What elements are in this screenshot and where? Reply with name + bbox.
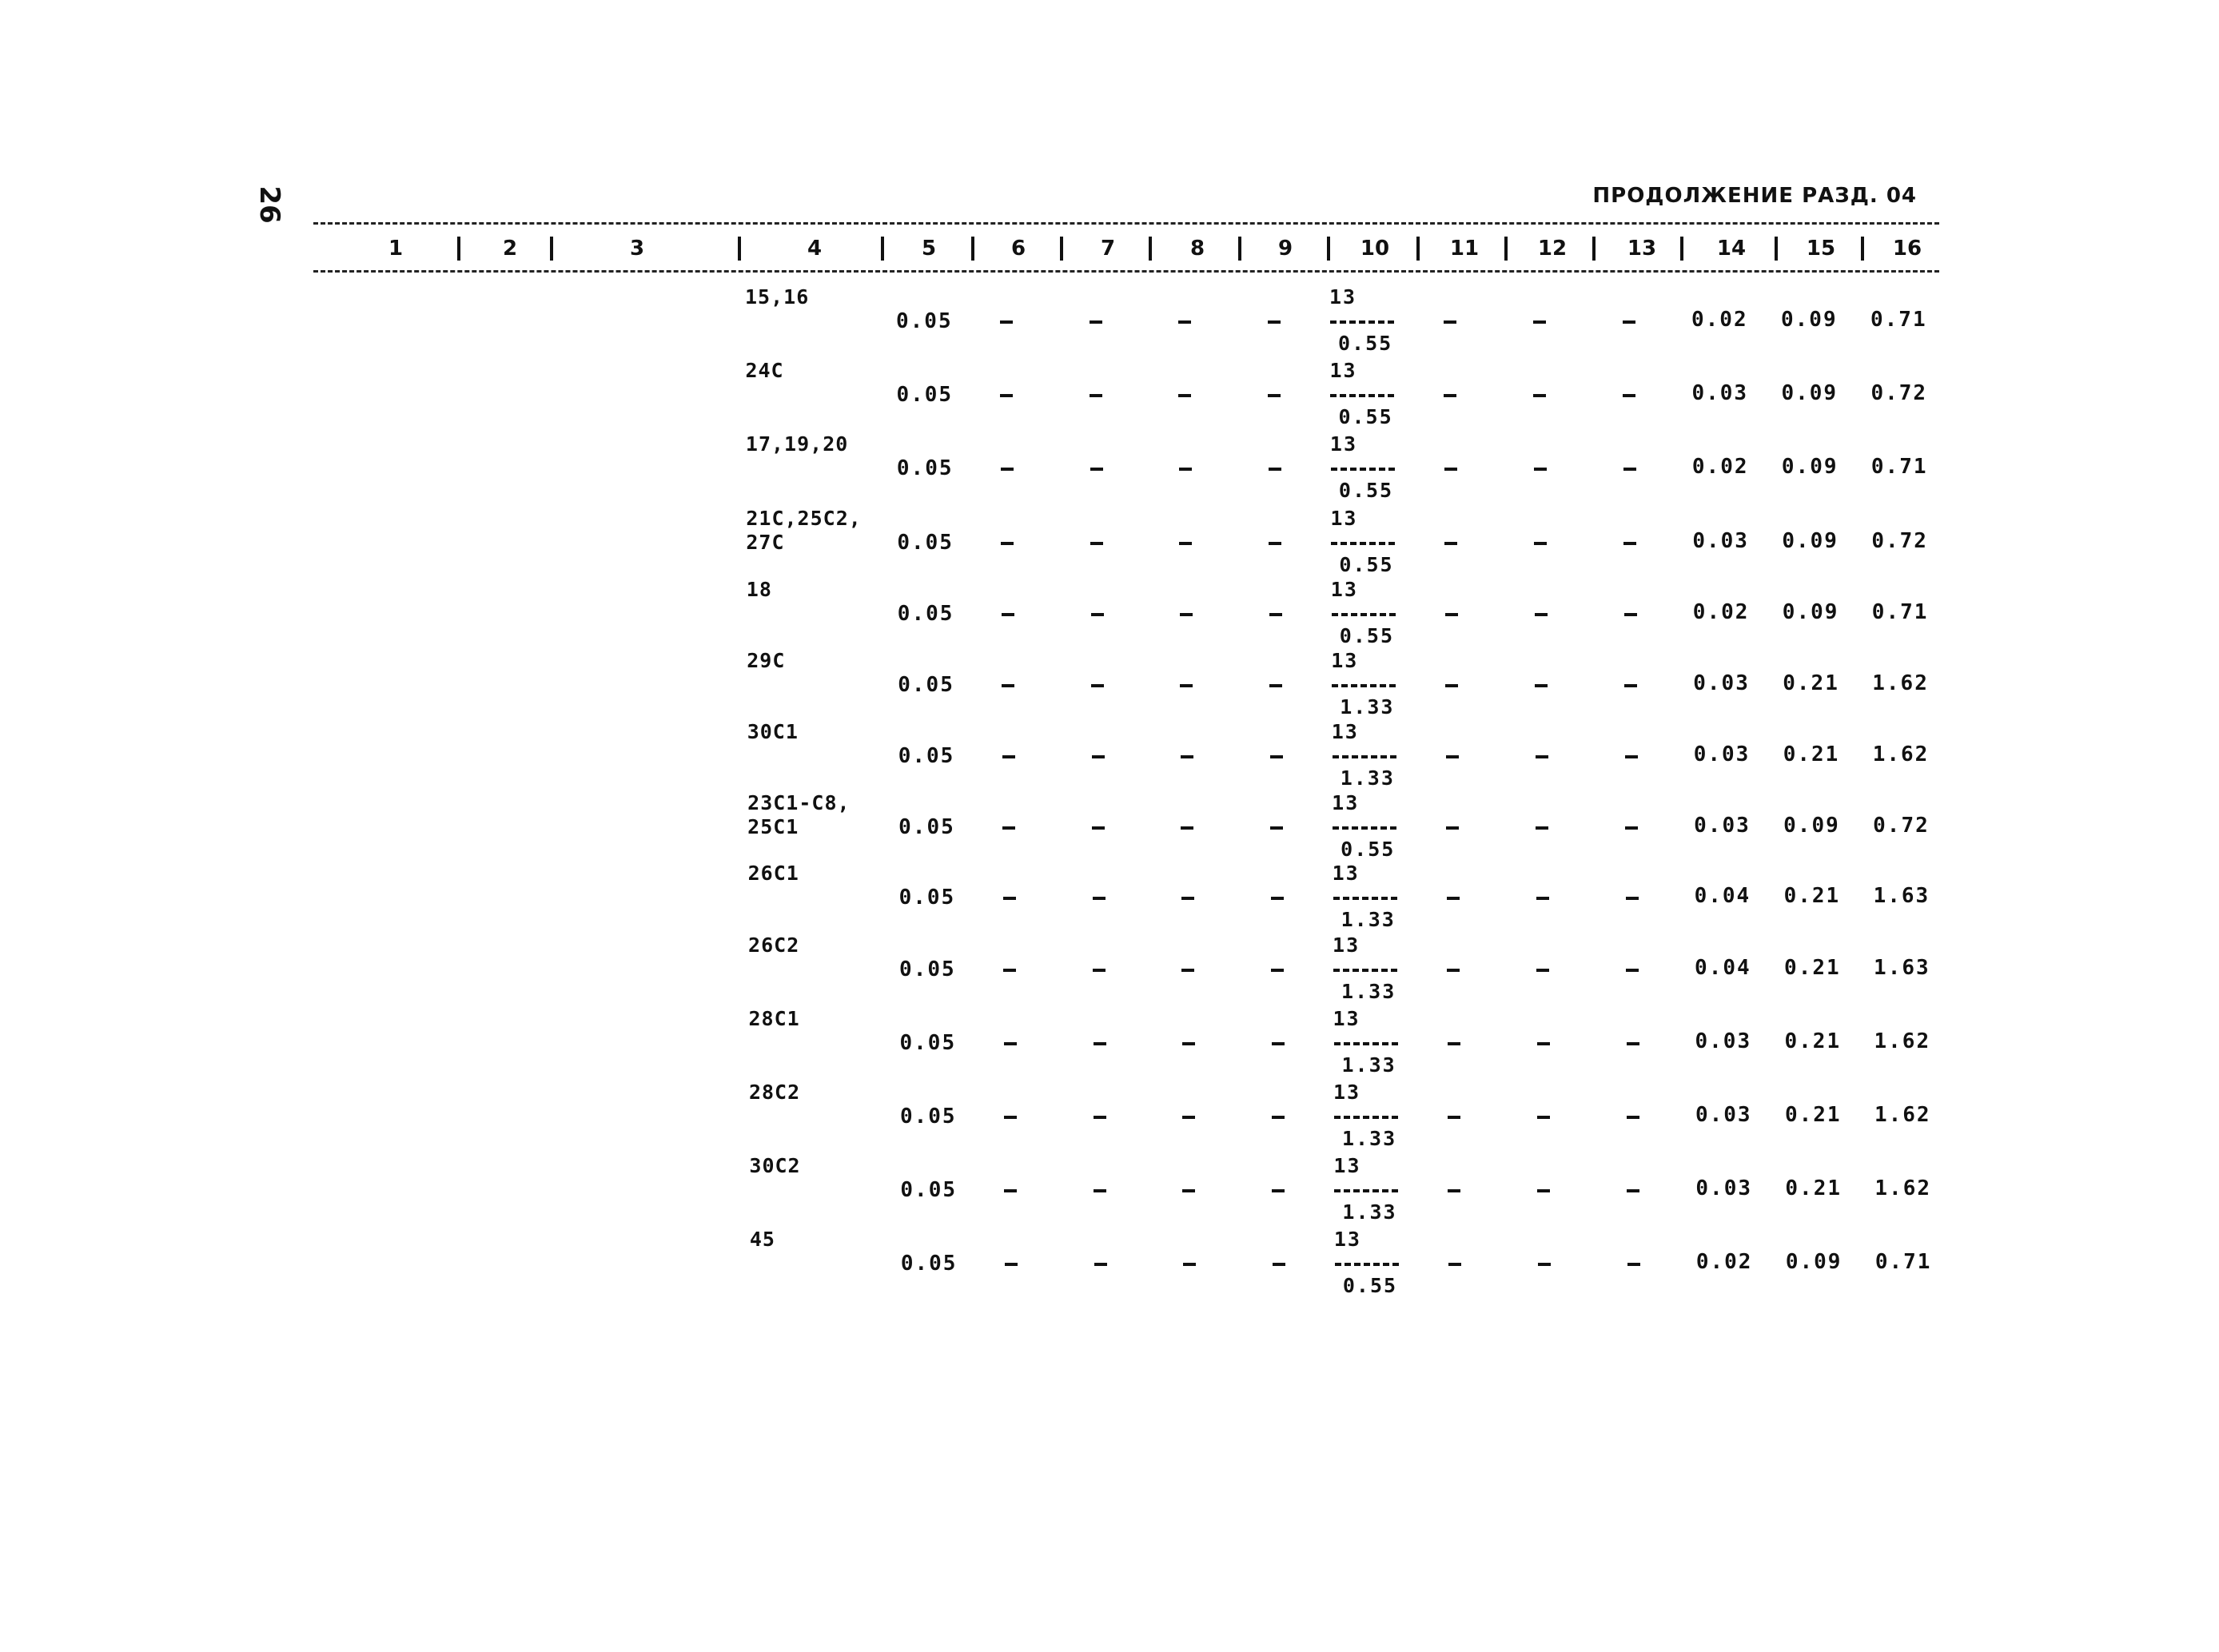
- cell-col10-fraction-bar: [1335, 1263, 1399, 1266]
- cell-col9-dash: [1271, 969, 1284, 972]
- cell-col10-denominator: 0.55: [1339, 553, 1394, 576]
- column-header-14: 14: [1716, 237, 1747, 261]
- cell-col10-denominator: 1.33: [1340, 766, 1395, 790]
- cell-col16: 1.62: [1872, 671, 1929, 695]
- cell-col11-dash: [1447, 969, 1460, 972]
- cell-col10-numerator: 13: [1329, 359, 1357, 382]
- cell-col16: 0.72: [1870, 381, 1928, 405]
- cell-col9-dash: [1271, 897, 1284, 900]
- cell-col6-dash: [1002, 755, 1015, 758]
- cell-col10-numerator: 13: [1333, 1154, 1361, 1177]
- cell-col12-dash: [1537, 1116, 1550, 1119]
- cell-col14: 0.03: [1695, 1103, 1752, 1127]
- page-number: 26: [253, 185, 285, 224]
- cell-col12-dash: [1535, 613, 1548, 616]
- row-label: 29C: [747, 649, 786, 672]
- table-row: [0, 432, 2219, 504]
- cell-col11-dash: [1448, 1189, 1460, 1192]
- cell-col10-denominator: 1.33: [1342, 1200, 1397, 1224]
- cell-col12-dash: [1534, 468, 1547, 471]
- cell-col12-dash: [1536, 969, 1549, 972]
- cell-col13-dash: [1625, 826, 1638, 830]
- column-header-8: 8: [1189, 237, 1205, 261]
- cell-col15: 0.09: [1785, 1250, 1843, 1274]
- cell-col12-dash: [1537, 1042, 1550, 1045]
- cell-col10-denominator: 0.55: [1338, 405, 1393, 428]
- cell-col10-fraction-bar: [1332, 613, 1396, 616]
- cell-col9-dash: [1268, 394, 1281, 397]
- cell-col10-denominator: 1.33: [1341, 980, 1396, 1003]
- cell-col11-dash: [1448, 1042, 1460, 1045]
- table-row: [0, 791, 2219, 863]
- cell-col16: 0.71: [1870, 308, 1927, 332]
- cell-col7-dash: [1094, 1189, 1106, 1192]
- cell-col5: 0.05: [899, 957, 956, 981]
- column-header-4: 4: [807, 237, 823, 261]
- cell-col16: 1.62: [1874, 1176, 1932, 1200]
- cell-col14: 0.02: [1695, 1250, 1753, 1274]
- cell-col5: 0.05: [896, 309, 953, 333]
- cell-col9-dash: [1269, 542, 1281, 545]
- cell-col6-dash: [1003, 897, 1016, 900]
- column-header-10: 10: [1360, 237, 1390, 261]
- cell-col10-numerator: 13: [1329, 432, 1357, 456]
- row-label: 23C1-C8, 25C1: [747, 791, 851, 838]
- row-label: 26C2: [748, 933, 800, 957]
- cell-col15: 0.21: [1783, 671, 1839, 695]
- section-title: ПРОДОЛЖЕНИЕ РАЗД. 04: [1592, 184, 1917, 208]
- cell-col16: 1.62: [1872, 742, 1930, 766]
- cell-col5: 0.05: [896, 383, 954, 407]
- cell-col7-dash: [1090, 320, 1102, 324]
- cell-col5: 0.05: [898, 815, 955, 839]
- row-label: 28C1: [748, 1007, 800, 1030]
- cell-col10-fraction-bar: [1334, 1189, 1398, 1192]
- cell-col8-dash: [1183, 1263, 1196, 1266]
- cell-col11-dash: [1446, 826, 1459, 830]
- cell-col10-numerator: 13: [1333, 1007, 1360, 1030]
- cell-col10-denominator: 0.55: [1339, 624, 1395, 647]
- cell-col13-dash: [1626, 969, 1639, 972]
- cell-col5: 0.05: [898, 744, 955, 768]
- cell-col9-dash: [1270, 826, 1283, 830]
- cell-col7-dash: [1094, 1263, 1107, 1266]
- table-row: [0, 1007, 2219, 1079]
- column-header-3: 3: [629, 237, 645, 261]
- cell-col8-dash: [1182, 1116, 1195, 1119]
- row-label: 28C2: [748, 1081, 801, 1104]
- column-header-6: 6: [1010, 237, 1026, 261]
- row-label: 30C2: [749, 1154, 801, 1177]
- table-row: [0, 1228, 2219, 1300]
- row-label: 21C,25C2, 27C: [746, 507, 862, 554]
- cell-col8-dash: [1181, 897, 1194, 900]
- cell-col16: 1.62: [1874, 1029, 1931, 1053]
- cell-col8-dash: [1179, 542, 1192, 545]
- cell-col10-denominator: 1.33: [1341, 1127, 1397, 1150]
- cell-col13-dash: [1623, 542, 1636, 545]
- cell-col14: 0.03: [1695, 1029, 1752, 1053]
- row-label: 18: [746, 578, 772, 601]
- column-header-13: 13: [1627, 237, 1657, 261]
- cell-col7-dash: [1092, 755, 1105, 758]
- cell-col16: 0.71: [1870, 455, 1928, 479]
- column-header-1: 1: [388, 237, 404, 261]
- cell-col10-fraction-bar: [1331, 542, 1395, 545]
- table-row: [0, 1081, 2219, 1152]
- cell-col8-dash: [1180, 613, 1193, 616]
- row-label: 45: [749, 1228, 775, 1251]
- cell-col10-fraction-bar: [1333, 755, 1396, 758]
- cell-col13-dash: [1625, 755, 1638, 758]
- cell-col12-dash: [1533, 320, 1546, 324]
- cell-col10-numerator: 13: [1332, 862, 1360, 885]
- cell-col6-dash: [1003, 969, 1016, 972]
- cell-col15: 0.21: [1785, 1176, 1843, 1200]
- cell-col9-dash: [1272, 1042, 1285, 1045]
- table-row: [0, 578, 2219, 650]
- cell-col10-numerator: 13: [1329, 285, 1357, 309]
- table-row: [0, 649, 2219, 721]
- column-header-15: 15: [1806, 237, 1836, 261]
- cell-col10-fraction-bar: [1333, 969, 1397, 972]
- cell-col15: 0.09: [1781, 455, 1839, 479]
- column-header-9: 9: [1277, 237, 1293, 261]
- cell-col10-denominator: 1.33: [1341, 1053, 1396, 1077]
- cell-col13-dash: [1624, 684, 1637, 687]
- cell-col11-dash: [1444, 394, 1456, 397]
- cell-col9-dash: [1270, 755, 1283, 758]
- cell-col13-dash: [1623, 320, 1635, 324]
- cell-col14: 0.02: [1692, 600, 1750, 624]
- table-row: [0, 507, 2219, 579]
- cell-col7-dash: [1090, 394, 1102, 397]
- cell-col16: 0.71: [1874, 1250, 1932, 1274]
- cell-col6-dash: [1004, 1189, 1017, 1192]
- cell-col15: 0.09: [1781, 381, 1839, 405]
- cell-col7-dash: [1091, 613, 1104, 616]
- cell-col5: 0.05: [900, 1178, 958, 1202]
- table-row: [0, 285, 2219, 357]
- cell-col16: 1.62: [1874, 1103, 1931, 1127]
- cell-col14: 0.03: [1691, 381, 1749, 405]
- row-label: 15,16: [745, 285, 810, 309]
- column-header-11: 11: [1449, 237, 1480, 261]
- cell-col10-fraction-bar: [1333, 826, 1396, 830]
- cell-col14: 0.03: [1695, 1176, 1753, 1200]
- cell-col8-dash: [1180, 684, 1193, 687]
- column-header-7: 7: [1100, 237, 1116, 261]
- cell-col6-dash: [1001, 542, 1014, 545]
- cell-col15: 0.09: [1782, 600, 1839, 624]
- cell-col7-dash: [1091, 684, 1104, 687]
- table-row: [0, 359, 2219, 431]
- cell-col14: 0.02: [1691, 455, 1749, 479]
- cell-col9-dash: [1269, 684, 1282, 687]
- cell-col7-dash: [1090, 542, 1103, 545]
- cell-col12-dash: [1536, 897, 1549, 900]
- cell-col10-fraction-bar: [1330, 394, 1394, 397]
- cell-col12-dash: [1535, 684, 1548, 687]
- cell-col10-denominator: 0.55: [1338, 332, 1393, 355]
- row-label: 17,19,20: [745, 432, 849, 456]
- cell-col15: 0.21: [1784, 956, 1841, 980]
- cell-col5: 0.05: [900, 1252, 958, 1276]
- cell-col5: 0.05: [897, 602, 954, 626]
- cell-col6-dash: [1002, 826, 1015, 830]
- cell-col10-numerator: 13: [1332, 791, 1360, 814]
- cell-col7-dash: [1093, 897, 1106, 900]
- cell-col6-dash: [1001, 468, 1014, 471]
- cell-col5: 0.05: [899, 1031, 957, 1055]
- cell-col16: 1.63: [1873, 884, 1930, 908]
- cell-col15: 0.09: [1783, 814, 1840, 838]
- cell-col9-dash: [1272, 1189, 1285, 1192]
- column-header-5: 5: [921, 237, 937, 261]
- cell-col9-dash: [1268, 320, 1281, 324]
- cell-col11-dash: [1444, 468, 1457, 471]
- cell-col11-dash: [1444, 542, 1457, 545]
- cell-col13-dash: [1627, 1116, 1639, 1119]
- table-row: [0, 720, 2219, 792]
- cell-col14: 0.02: [1691, 308, 1748, 332]
- cell-col8-dash: [1182, 1189, 1195, 1192]
- cell-col13-dash: [1623, 468, 1636, 471]
- cell-col13-dash: [1624, 613, 1637, 616]
- cell-col8-dash: [1178, 320, 1191, 324]
- cell-col14: 0.03: [1694, 814, 1751, 838]
- cell-col6-dash: [1004, 1116, 1017, 1119]
- cell-col10-denominator: 1.33: [1341, 908, 1396, 931]
- row-label: 24C: [745, 359, 784, 382]
- cell-col6-dash: [1000, 320, 1013, 324]
- cell-col10-numerator: 13: [1331, 649, 1359, 672]
- cell-col15: 0.21: [1783, 742, 1840, 766]
- cell-col7-dash: [1094, 1042, 1106, 1045]
- cell-col10-denominator: 1.33: [1340, 695, 1395, 719]
- cell-col6-dash: [1002, 684, 1014, 687]
- cell-col9-dash: [1269, 613, 1282, 616]
- cell-col12-dash: [1538, 1263, 1551, 1266]
- cell-col15: 0.21: [1783, 884, 1841, 908]
- cell-col10-numerator: 13: [1331, 720, 1359, 743]
- cell-col10-denominator: 0.55: [1338, 479, 1394, 502]
- cell-col15: 0.21: [1784, 1103, 1842, 1127]
- cell-col13-dash: [1627, 1263, 1640, 1266]
- cell-col10-numerator: 13: [1333, 933, 1360, 957]
- cell-col15: 0.09: [1781, 308, 1838, 332]
- cell-col16: 1.63: [1874, 956, 1930, 980]
- cell-col15: 0.09: [1782, 529, 1839, 553]
- cell-col16: 0.72: [1873, 814, 1930, 838]
- cell-col7-dash: [1093, 969, 1106, 972]
- cell-col9-dash: [1273, 1263, 1285, 1266]
- cell-col11-dash: [1445, 684, 1458, 687]
- cell-col10-numerator: 13: [1330, 578, 1358, 601]
- cell-col13-dash: [1627, 1042, 1639, 1045]
- table-row: [0, 862, 2219, 933]
- cell-col13-dash: [1627, 1189, 1639, 1192]
- cell-col16: 0.72: [1871, 529, 1928, 553]
- row-label: 30C1: [747, 720, 799, 743]
- cell-col15: 0.21: [1784, 1029, 1842, 1053]
- cell-col5: 0.05: [897, 531, 954, 555]
- column-header-16: 16: [1892, 237, 1922, 261]
- cell-col12-dash: [1536, 826, 1548, 830]
- cell-col7-dash: [1090, 468, 1103, 471]
- cell-col6-dash: [1002, 613, 1014, 616]
- cell-col11-dash: [1446, 755, 1459, 758]
- cell-col14: 0.03: [1692, 529, 1749, 553]
- cell-col7-dash: [1094, 1116, 1106, 1119]
- cell-col11-dash: [1444, 320, 1456, 324]
- cell-col10-fraction-bar: [1332, 684, 1396, 687]
- cell-col10-denominator: 0.55: [1342, 1274, 1398, 1297]
- cell-col12-dash: [1536, 755, 1548, 758]
- cell-col12-dash: [1537, 1189, 1550, 1192]
- cell-col10-numerator: 13: [1333, 1228, 1361, 1251]
- cell-col10-denominator: 0.55: [1341, 838, 1396, 861]
- cell-col8-dash: [1181, 826, 1193, 830]
- cell-col10-fraction-bar: [1334, 1116, 1398, 1119]
- cell-col10-numerator: 13: [1333, 1081, 1361, 1104]
- cell-col6-dash: [1004, 1042, 1017, 1045]
- cell-col6-dash: [1000, 394, 1013, 397]
- cell-col10-fraction-bar: [1333, 897, 1397, 900]
- column-header-12: 12: [1537, 237, 1568, 261]
- cell-col8-dash: [1178, 394, 1191, 397]
- cell-col8-dash: [1181, 755, 1193, 758]
- cell-col8-dash: [1179, 468, 1192, 471]
- cell-col5: 0.05: [899, 1105, 957, 1129]
- row-label: 26C1: [747, 862, 799, 885]
- cell-col5: 0.05: [896, 456, 954, 480]
- cell-col13-dash: [1626, 897, 1639, 900]
- column-header-2: 2: [502, 237, 518, 261]
- cell-col5: 0.05: [898, 886, 956, 910]
- cell-col8-dash: [1182, 1042, 1195, 1045]
- cell-col14: 0.03: [1693, 671, 1750, 695]
- cell-col13-dash: [1623, 394, 1635, 397]
- cell-col11-dash: [1445, 613, 1458, 616]
- cell-col10-fraction-bar: [1334, 1042, 1398, 1045]
- cell-col10-numerator: 13: [1330, 507, 1358, 530]
- cell-col14: 0.04: [1694, 884, 1751, 908]
- cell-col12-dash: [1533, 394, 1546, 397]
- cell-col11-dash: [1448, 1263, 1461, 1266]
- cell-col14: 0.04: [1695, 956, 1751, 980]
- cell-col12-dash: [1534, 542, 1547, 545]
- cell-col14: 0.03: [1693, 742, 1751, 766]
- cell-col9-dash: [1269, 468, 1281, 471]
- cell-col11-dash: [1447, 897, 1460, 900]
- cell-col11-dash: [1448, 1116, 1460, 1119]
- cell-col5: 0.05: [898, 673, 954, 697]
- cell-col8-dash: [1181, 969, 1194, 972]
- cell-col9-dash: [1272, 1116, 1285, 1119]
- cell-col10-fraction-bar: [1330, 320, 1394, 324]
- table-row: [0, 1154, 2219, 1226]
- cell-col16: 0.71: [1871, 600, 1929, 624]
- table-row: [0, 933, 2219, 1005]
- cell-col6-dash: [1005, 1263, 1018, 1266]
- cell-col7-dash: [1092, 826, 1105, 830]
- cell-col10-fraction-bar: [1331, 468, 1395, 471]
